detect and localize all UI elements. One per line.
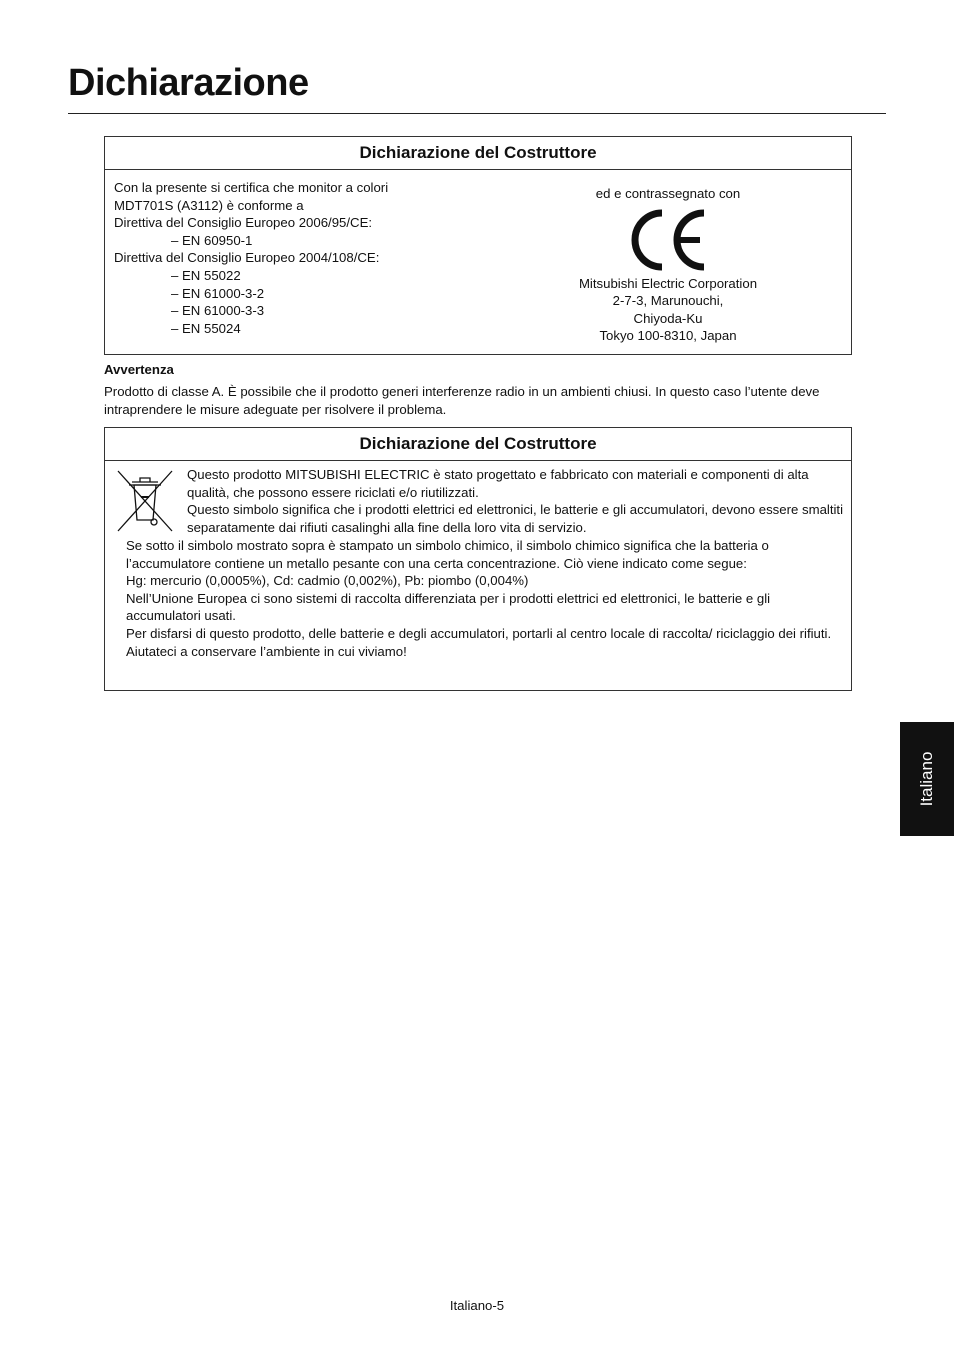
recycling-paragraph: Questo simbolo significa che i prodotti elettrici ed elettronici, le batterie e gli accumulatori, devono essere smaltiti separatamente dai rifiuti casalinghi alla fine della loro vita di servizio. xyxy=(187,502,844,535)
recycling-intro xyxy=(187,466,847,536)
declaration-box-header: Dichiarazione del Costruttore xyxy=(105,137,851,170)
page-number: Italiano-5 xyxy=(449,1298,505,1313)
standard-item: – EN 55024 xyxy=(171,320,241,336)
marked-with-text: ed e contrassegnato con xyxy=(595,186,741,201)
address-line: Mitsubishi Electric Corporation xyxy=(578,275,758,291)
address-line: 2-7-3, Marunouchi, xyxy=(612,293,724,309)
address-line: Chiyoda-Ku xyxy=(633,310,703,326)
declaration-line: Direttiva del Consiglio Europeo 2004/108/CE: xyxy=(114,250,380,266)
declaration-line: MDT701S (A3112) è conforme a xyxy=(114,197,304,213)
declaration-line: Direttiva del Consiglio Europeo 2006/95/CE: xyxy=(114,215,373,231)
standard-item: – EN 55022 xyxy=(171,267,241,283)
recycling-box-header: Dichiarazione del Costruttore xyxy=(105,428,851,461)
recycling-paragraph: Hg: mercurio (0,0005%), Cd: cadmio (0,002%), Pb: piombo (0,004%) xyxy=(126,573,529,589)
standard-item: – EN 61000-3-2 xyxy=(171,285,265,301)
declaration-text xyxy=(114,179,514,337)
crossed-out-bin-icon xyxy=(115,468,175,534)
address-line: Tokyo 100-8310, Japan xyxy=(599,328,737,344)
recycling-paragraph: Se sotto il simbolo mostrato sopra è stampato un simbolo chimico, il simbolo chimico significa che la batteria o l’accumulatore contiene un metallo pesante con una certa concentrazione. Ciò viene indicato come segue: xyxy=(126,538,769,571)
recycling-details xyxy=(126,537,846,660)
manufacturer-block xyxy=(545,185,791,345)
recycling-paragraph: Per disfarsi di questo prodotto, delle batterie e degli accumulatori, portarli al centro locale di raccolta/ riciclaggio dei rifiuti. xyxy=(126,625,832,641)
ce-mark-icon xyxy=(628,207,708,273)
declaration-box xyxy=(104,136,852,355)
warning-heading: Avvertenza xyxy=(104,362,174,377)
recycling-box xyxy=(104,427,852,691)
standard-item: – EN 60950-1 xyxy=(171,232,253,248)
language-tab xyxy=(900,722,954,836)
recycling-paragraph: Questo prodotto MITSUBISHI ELECTRIC è stato progettato e fabbricato con materiali e componenti di alta qualità, che possono essere riciclati e/o riutilizzati. xyxy=(187,467,809,500)
language-tab-label: Italiano xyxy=(917,751,936,807)
recycling-paragraph: Aiutateci a conservare l’ambiente in cui viviamo! xyxy=(126,643,407,659)
standard-item: – EN 61000-3-3 xyxy=(171,303,265,319)
recycling-paragraph: Nell’Unione Europea ci sono sistemi di raccolta differenziata per i prodotti elettrici ed elettronici, le batterie e gli accumulatori usati. xyxy=(126,590,771,624)
page-title: Dichiarazione xyxy=(68,62,309,104)
declaration-line: Con la presente si certifica che monitor a colori xyxy=(114,180,389,195)
warning-text: Prodotto di classe A. È possibile che il prodotto generi interferenze radio in un ambienti chiusi. In questo caso l’utente deve intraprendere le misure adeguate per risolvere il problema. xyxy=(104,384,820,417)
title-divider xyxy=(68,113,886,114)
